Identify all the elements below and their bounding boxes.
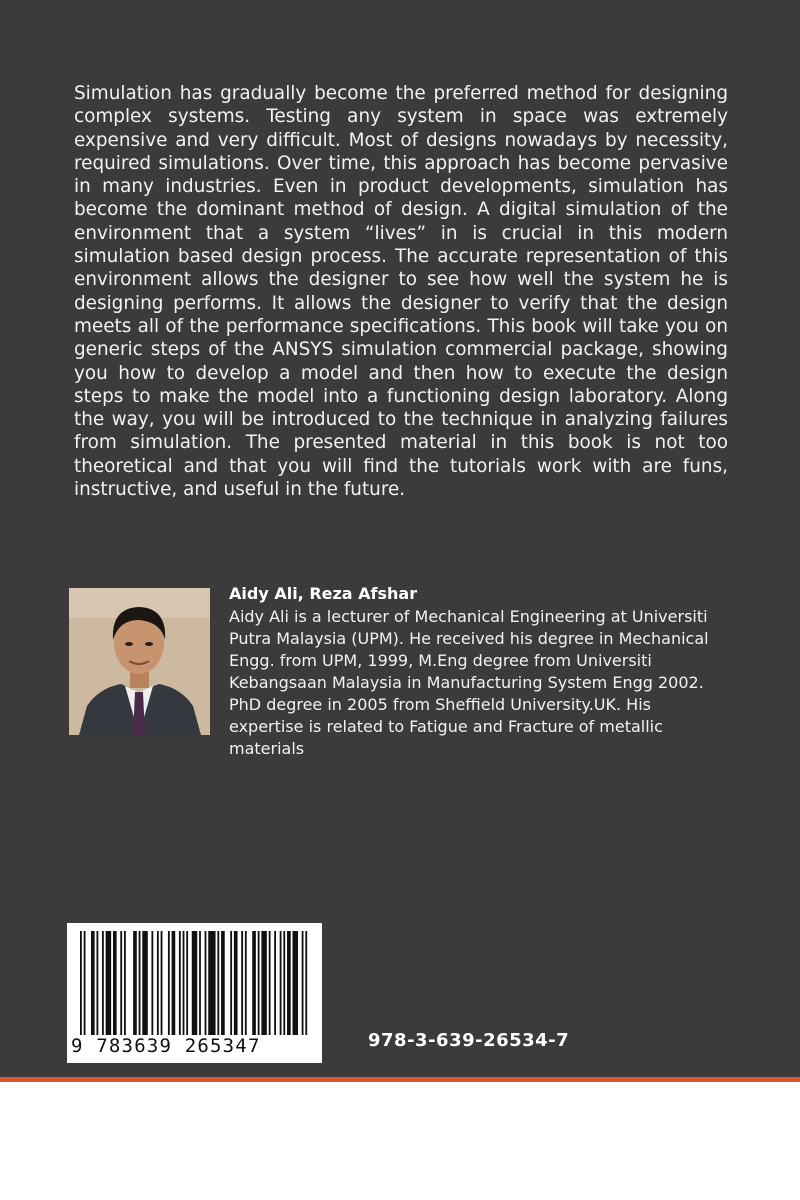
barcode-bar	[205, 931, 207, 1035]
barcode-bar	[161, 931, 163, 1035]
barcode-bar	[287, 931, 291, 1035]
barcode-bar	[157, 931, 159, 1035]
isbn-number: 978-3-639-26534-7	[368, 1030, 570, 1051]
barcode-bar	[120, 931, 122, 1035]
barcode-bar	[252, 931, 256, 1035]
barcode-bar	[241, 931, 243, 1035]
book-description: Simulation has gradually become the preferred method for designing complex systems. Testing any system in space was extremely expensive and very difficult. Most of designs nowadays by necessity, required simulations. Over time, this approach has become pervasive in many industries. Even in product developments, simulation has become the dominant method of design. A digital simulation of the environment that a system “lives” in is crucial in this modern simulation based design process. The accurate representation of this environment allows the designer to see how well the system he is designing performs. It allows the designer to verify that the design meets all of the performance specifications. This book will take you on generic steps of the ANSYS simulation commercial package, showing you how to develop a model and then how to execute the design steps to make the model into a functioning design laboratory. Along the way, you will be introduced to the technique in analyzing failures from simulation. The presented material in this book is not too theoretical and that you will find the tutorials work with are funs, instructive, and useful in the future.	[74, 83, 728, 501]
barcode-bar	[280, 931, 282, 1035]
barcode-bar	[179, 931, 181, 1035]
barcode-bar	[261, 931, 267, 1035]
barcode-bar	[234, 931, 238, 1035]
author-photo	[69, 588, 210, 735]
isbn-barcode	[67, 923, 322, 1063]
barcode-bar	[302, 931, 304, 1035]
barcode-bar	[139, 931, 141, 1035]
barcode-bar	[102, 931, 104, 1035]
barcode-bar	[293, 931, 299, 1035]
barcode-bars	[80, 931, 309, 1035]
barcode-bar	[199, 931, 201, 1035]
barcode-bar	[217, 931, 219, 1035]
barcode-bar	[113, 931, 117, 1035]
barcode-bar	[96, 931, 98, 1035]
barcode-bar	[305, 931, 307, 1035]
author-bio: Aidy Ali is a lecturer of Mechanical Engineering at Universiti Putra Malaysia (UPM). He received his degree in Mechanical Engg. from UPM, 1999, M.Eng degree from Universiti Kebangsaan Malaysia in Manufacturing System Engg 2002. PhD degree in 2005 from Sheffield University.UK. His expertise is related to Fatigue and Fracture of metallic materials	[229, 607, 709, 758]
barcode-bar	[168, 931, 170, 1035]
barcode-bar	[172, 931, 176, 1035]
barcode-bar	[124, 931, 126, 1035]
barcode-bar	[230, 931, 232, 1035]
barcode-bar	[208, 931, 215, 1035]
accent-stripe	[0, 1077, 800, 1082]
barcode-bar	[183, 931, 185, 1035]
barcode-bar	[80, 931, 82, 1035]
barcode-bar	[91, 931, 95, 1035]
author-names: Aidy Ali, Reza Afshar	[229, 584, 418, 603]
barcode-bar	[192, 931, 198, 1035]
barcode-digits: 9 783639 265347	[71, 1035, 261, 1057]
barcode-bar	[258, 931, 260, 1035]
barcode-bar	[106, 931, 112, 1035]
barcode-bar	[221, 931, 225, 1035]
barcode-bar	[84, 931, 86, 1035]
barcode-bar	[151, 931, 153, 1035]
barcode-bar	[274, 931, 276, 1035]
barcode-bar	[269, 931, 271, 1035]
barcode-bar	[283, 931, 285, 1035]
barcode-bar	[186, 931, 188, 1035]
barcode-bar	[142, 931, 148, 1035]
barcode-bar	[245, 931, 247, 1035]
barcode-bar	[133, 931, 137, 1035]
